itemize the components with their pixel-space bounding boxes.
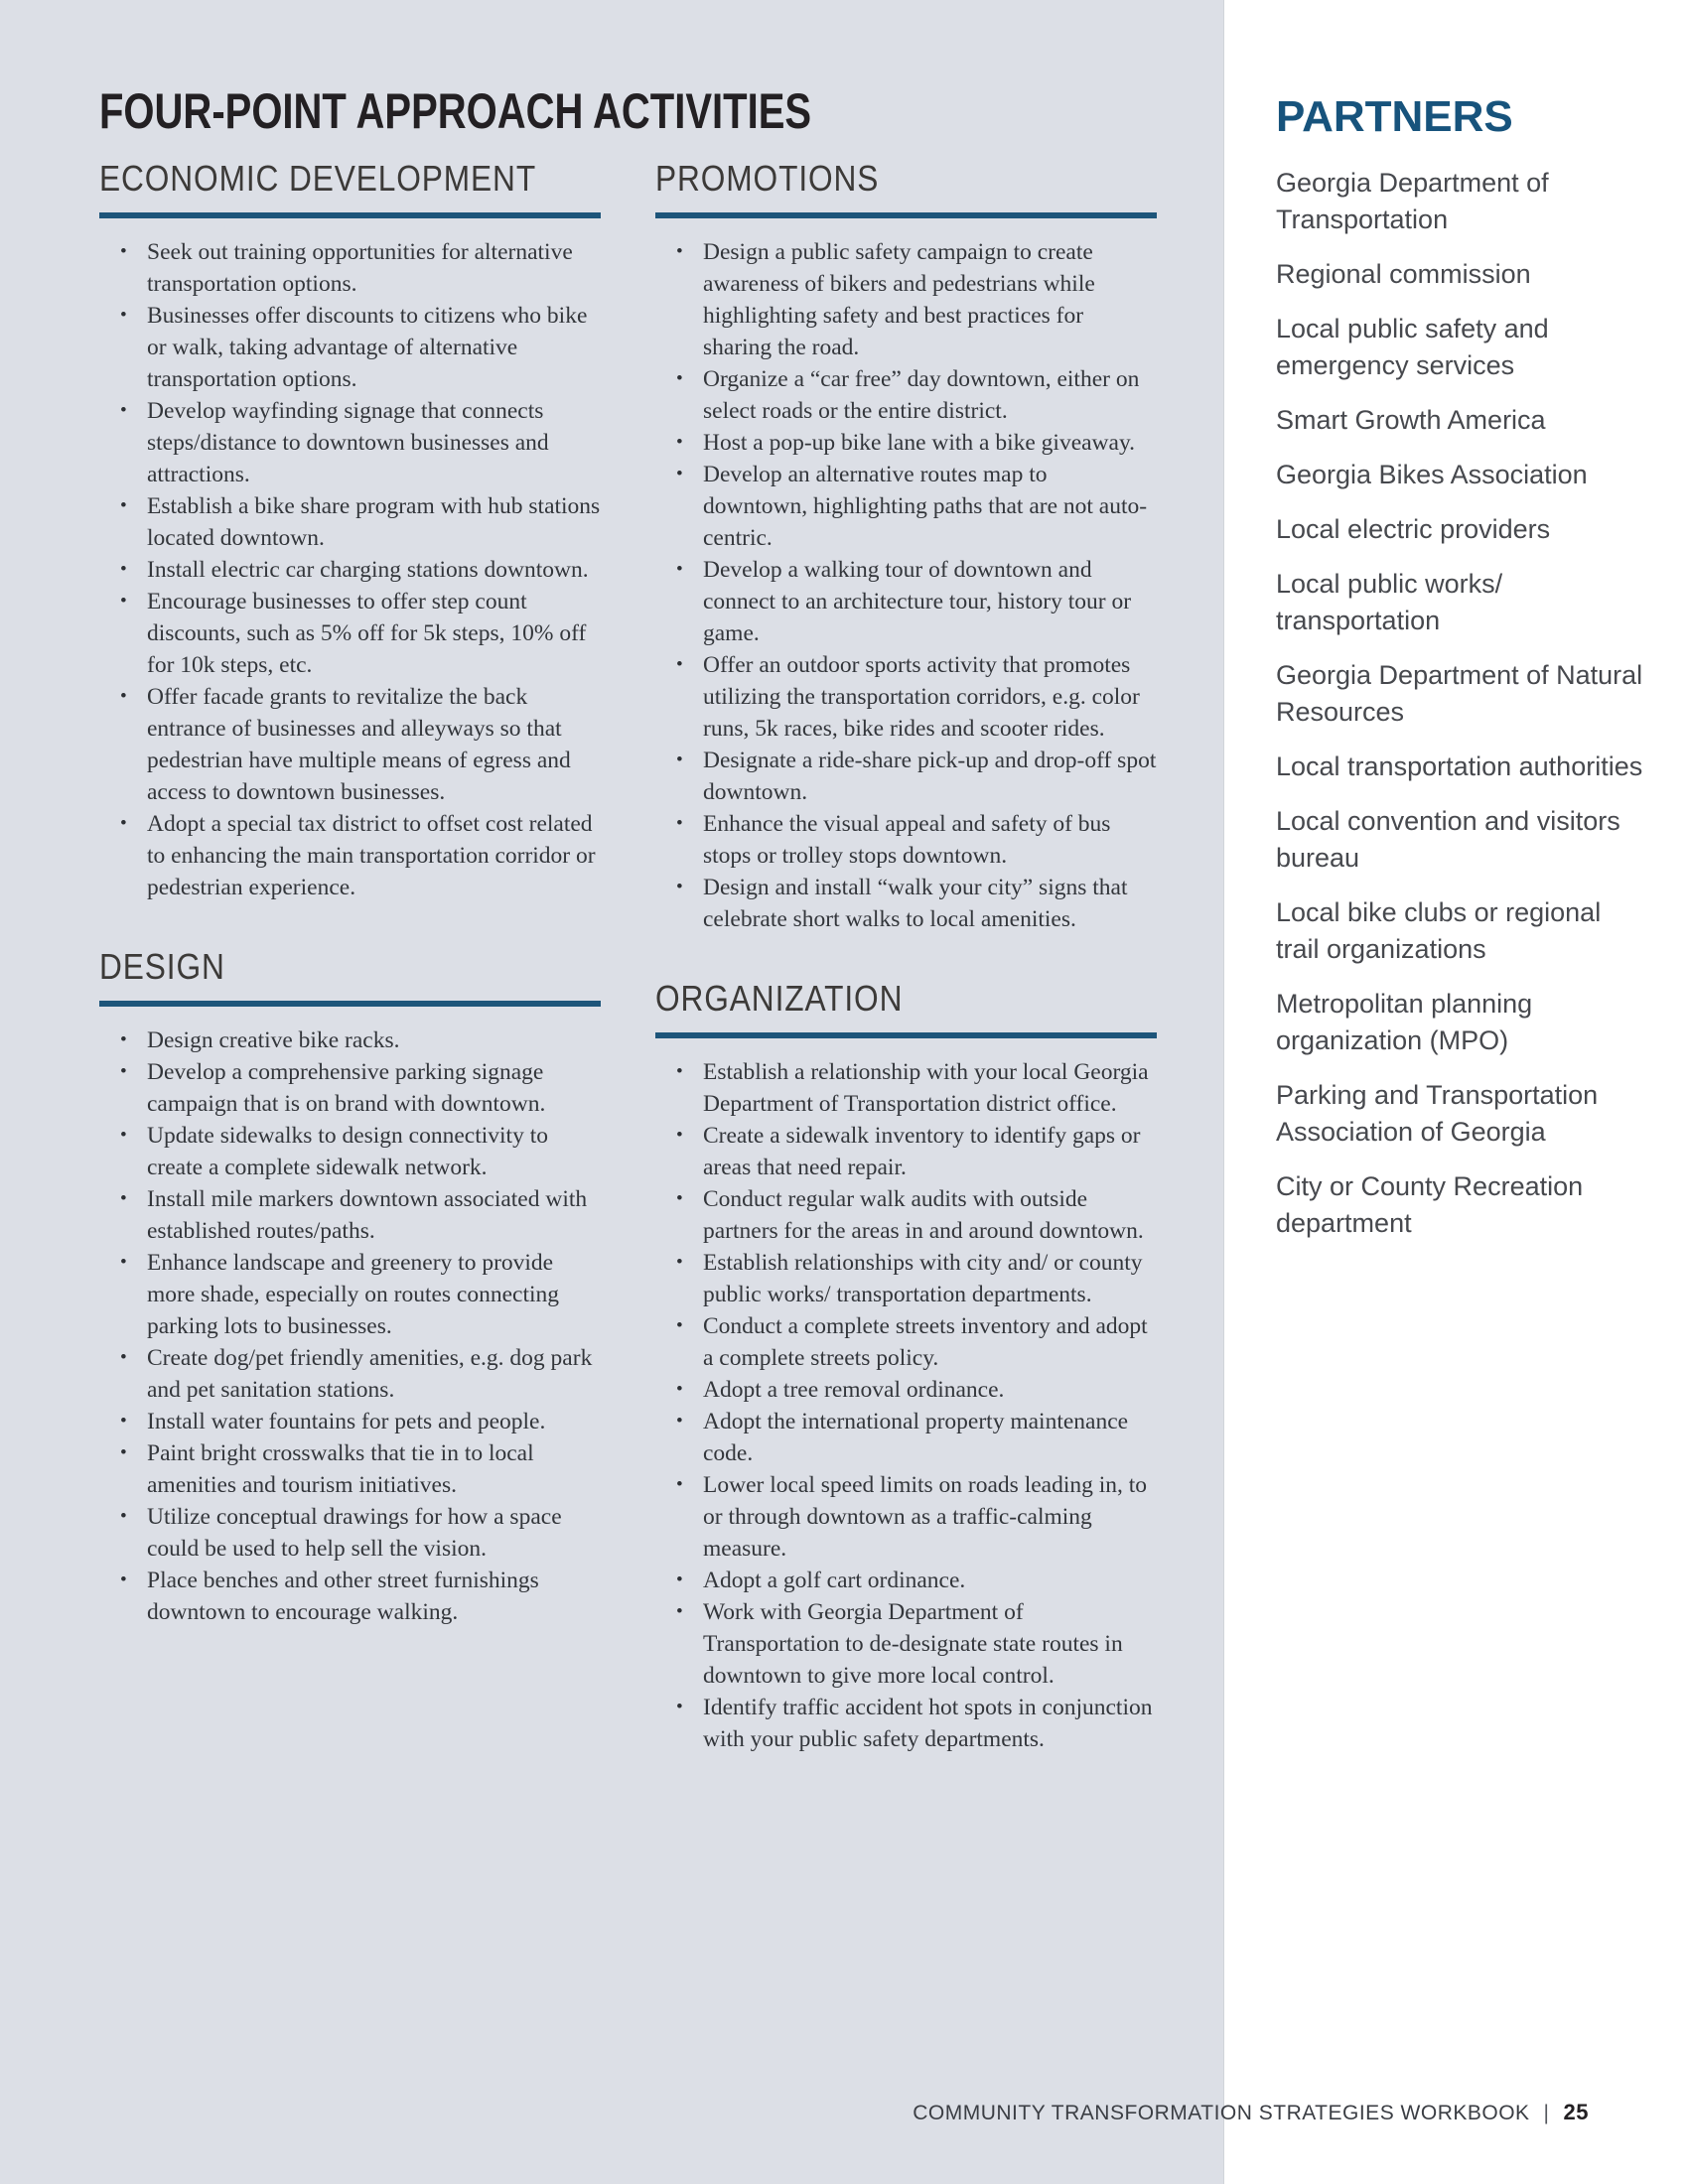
section-promotions <box>655 159 1157 935</box>
page-title: FOUR-POINT APPROACH ACTIVITIES <box>99 83 812 139</box>
bullet-item: • Conduct a complete streets inventory and adopt a complete streets policy. <box>655 1310 1157 1374</box>
section-heading <box>655 979 1157 1038</box>
partner-item: Georgia Bikes Association <box>1276 460 1588 489</box>
section-heading-label: ECONOMIC DEVELOPMENT <box>99 158 537 199</box>
section-heading <box>99 947 601 1007</box>
partner-item: Georgia Department of Transportation <box>1276 168 1549 234</box>
bullet-item: • Conduct regular walk audits with outside partners for the areas in and around downtown. <box>655 1183 1157 1247</box>
footer-separator: | <box>1543 2102 1550 2124</box>
partner-item: Local electric providers <box>1276 514 1551 544</box>
bullet-item: • Identify traffic accident hot spots in conjunction with your public safety departments. <box>655 1692 1157 1755</box>
middle-column <box>655 159 1157 1755</box>
bullet-item: • Create dog/pet friendly amenities, e.g. dog park and pet sanitation stations. <box>99 1342 601 1406</box>
partner-item: Regional commission <box>1276 259 1531 289</box>
partner-item: City or County Recreation department <box>1276 1171 1584 1238</box>
bullet-item: • Create a sidewalk inventory to identify gaps or areas that need repair. <box>655 1120 1157 1183</box>
design-list <box>99 1024 601 1628</box>
partner-item: Metropolitan planning organization (MPO) <box>1276 989 1533 1055</box>
section-design <box>99 947 601 1628</box>
partner-item: Local public safety and emergency services <box>1276 314 1549 380</box>
section-heading <box>655 159 1157 218</box>
bullet-item: • Adopt a special tax district to offset cost related to enhancing the main transportation corridor or pedestrian experience. <box>99 808 601 903</box>
bullet-item: • Establish a relationship with your local Georgia Department of Transportation district office. <box>655 1056 1157 1120</box>
bullet-item: • Paint bright crosswalks that tie in to local amenities and tourism initiatives. <box>99 1437 601 1501</box>
bullet-item: • Lower local speed limits on roads leading in, to or through downtown as a traffic-calming measure. <box>655 1469 1157 1565</box>
section-heading-label: PROMOTIONS <box>655 158 880 199</box>
bullet-item: • Businesses offer discounts to citizens who bike or walk, taking advantage of alternative transportation options. <box>99 300 601 395</box>
footer-text: COMMUNITY TRANSFORMATION STRATEGIES WORKBOOK <box>913 2102 1530 2124</box>
bullet-item: • Adopt the international property maintenance code. <box>655 1406 1157 1469</box>
bullet-item: • Encourage businesses to offer step count discounts, such as 5% off for 5k steps, 10% off for 10k steps, etc. <box>99 586 601 681</box>
section-heading-label: ORGANIZATION <box>655 978 904 1019</box>
bullet-item: • Adopt a tree removal ordinance. <box>655 1374 1157 1406</box>
bullet-item: • Establish a bike share program with hub stations located downtown. <box>99 490 601 554</box>
partner-item: Local public works/ transportation <box>1276 569 1503 635</box>
bullet-item: • Design and install “walk your city” signs that celebrate short walks to local amenities. <box>655 872 1157 935</box>
page-number: 25 <box>1563 2100 1589 2124</box>
section-heading <box>99 159 601 218</box>
section-organization <box>655 979 1157 1755</box>
bullet-item: • Utilize conceptual drawings for how a space could be used to help sell the vision. <box>99 1501 601 1565</box>
bullet-item: • Enhance the visual appeal and safety of bus stops or trolley stops downtown. <box>655 808 1157 872</box>
partner-item: Smart Growth America <box>1276 405 1546 435</box>
bullet-item: • Develop a comprehensive parking signage campaign that is on brand with downtown. <box>99 1056 601 1120</box>
promotions-list <box>655 236 1157 935</box>
bullet-item: • Develop a walking tour of downtown and connect to an architecture tour, history tour or game. <box>655 554 1157 649</box>
partner-item: Parking and Transportation Association of Georgia <box>1276 1080 1599 1147</box>
section-economic-development <box>99 159 601 903</box>
bullet-item: • Host a pop-up bike lane with a bike giveaway. <box>655 427 1157 459</box>
partners-list <box>1276 165 1649 1242</box>
bullet-item: • Develop wayfinding signage that connects steps/distance to downtown businesses and attractions. <box>99 395 601 490</box>
bullet-item: • Offer facade grants to revitalize the back entrance of businesses and alleyways so that pedestrian have multiple means of egress and access to downtown businesses. <box>99 681 601 808</box>
economic-development-list <box>99 236 601 903</box>
bullet-item: • Develop an alternative routes map to downtown, highlighting paths that are not auto-centric. <box>655 459 1157 554</box>
bullet-item: • Organize a “car free” day downtown, either on select roads or the entire district. <box>655 363 1157 427</box>
bullet-item: • Seek out training opportunities for alternative transportation options. <box>99 236 601 300</box>
bullet-item: • Offer an outdoor sports activity that promotes utilizing the transportation corridors, e.g. color runs, 5k races, bike rides and scooter rides. <box>655 649 1157 745</box>
bullet-item: • Place benches and other street furnishings downtown to encourage walking. <box>99 1565 601 1628</box>
page-footer <box>913 2099 1589 2127</box>
bullet-item: • Adopt a golf cart ordinance. <box>655 1565 1157 1596</box>
bullet-item: • Install electric car charging stations downtown. <box>99 554 601 586</box>
bullet-item: • Establish relationships with city and/ or county public works/ transportation departments. <box>655 1247 1157 1310</box>
bullet-item: • Designate a ride-share pick-up and drop-off spot downtown. <box>655 745 1157 808</box>
organization-list <box>655 1056 1157 1755</box>
section-heading-label: DESIGN <box>99 946 225 987</box>
partner-item: Georgia Department of Natural Resources <box>1276 660 1643 727</box>
partner-item: Local bike clubs or regional trail organizations <box>1276 897 1602 964</box>
bullet-item: • Install water fountains for pets and people. <box>99 1406 601 1437</box>
bullet-item: • Work with Georgia Department of Transportation to de-designate state routes in downtown to give more local control. <box>655 1596 1157 1692</box>
partners-title: PARTNERS <box>1276 92 1513 141</box>
left-column <box>99 159 601 1628</box>
partners-sidebar <box>1223 0 1688 2184</box>
partner-item: Local convention and visitors bureau <box>1276 806 1620 873</box>
bullet-item: • Design a public safety campaign to create awareness of bikers and pedestrians while highlighting safety and best practices for sharing the road. <box>655 236 1157 363</box>
bullet-item: • Update sidewalks to design connectivity to create a complete sidewalk network. <box>99 1120 601 1183</box>
bullet-item: • Enhance landscape and greenery to provide more shade, especially on routes connecting parking lots to businesses. <box>99 1247 601 1342</box>
partner-item: Local transportation authorities <box>1276 751 1643 781</box>
bullet-item: • Design creative bike racks. <box>99 1024 601 1056</box>
bullet-item: • Install mile markers downtown associated with established routes/paths. <box>99 1183 601 1247</box>
